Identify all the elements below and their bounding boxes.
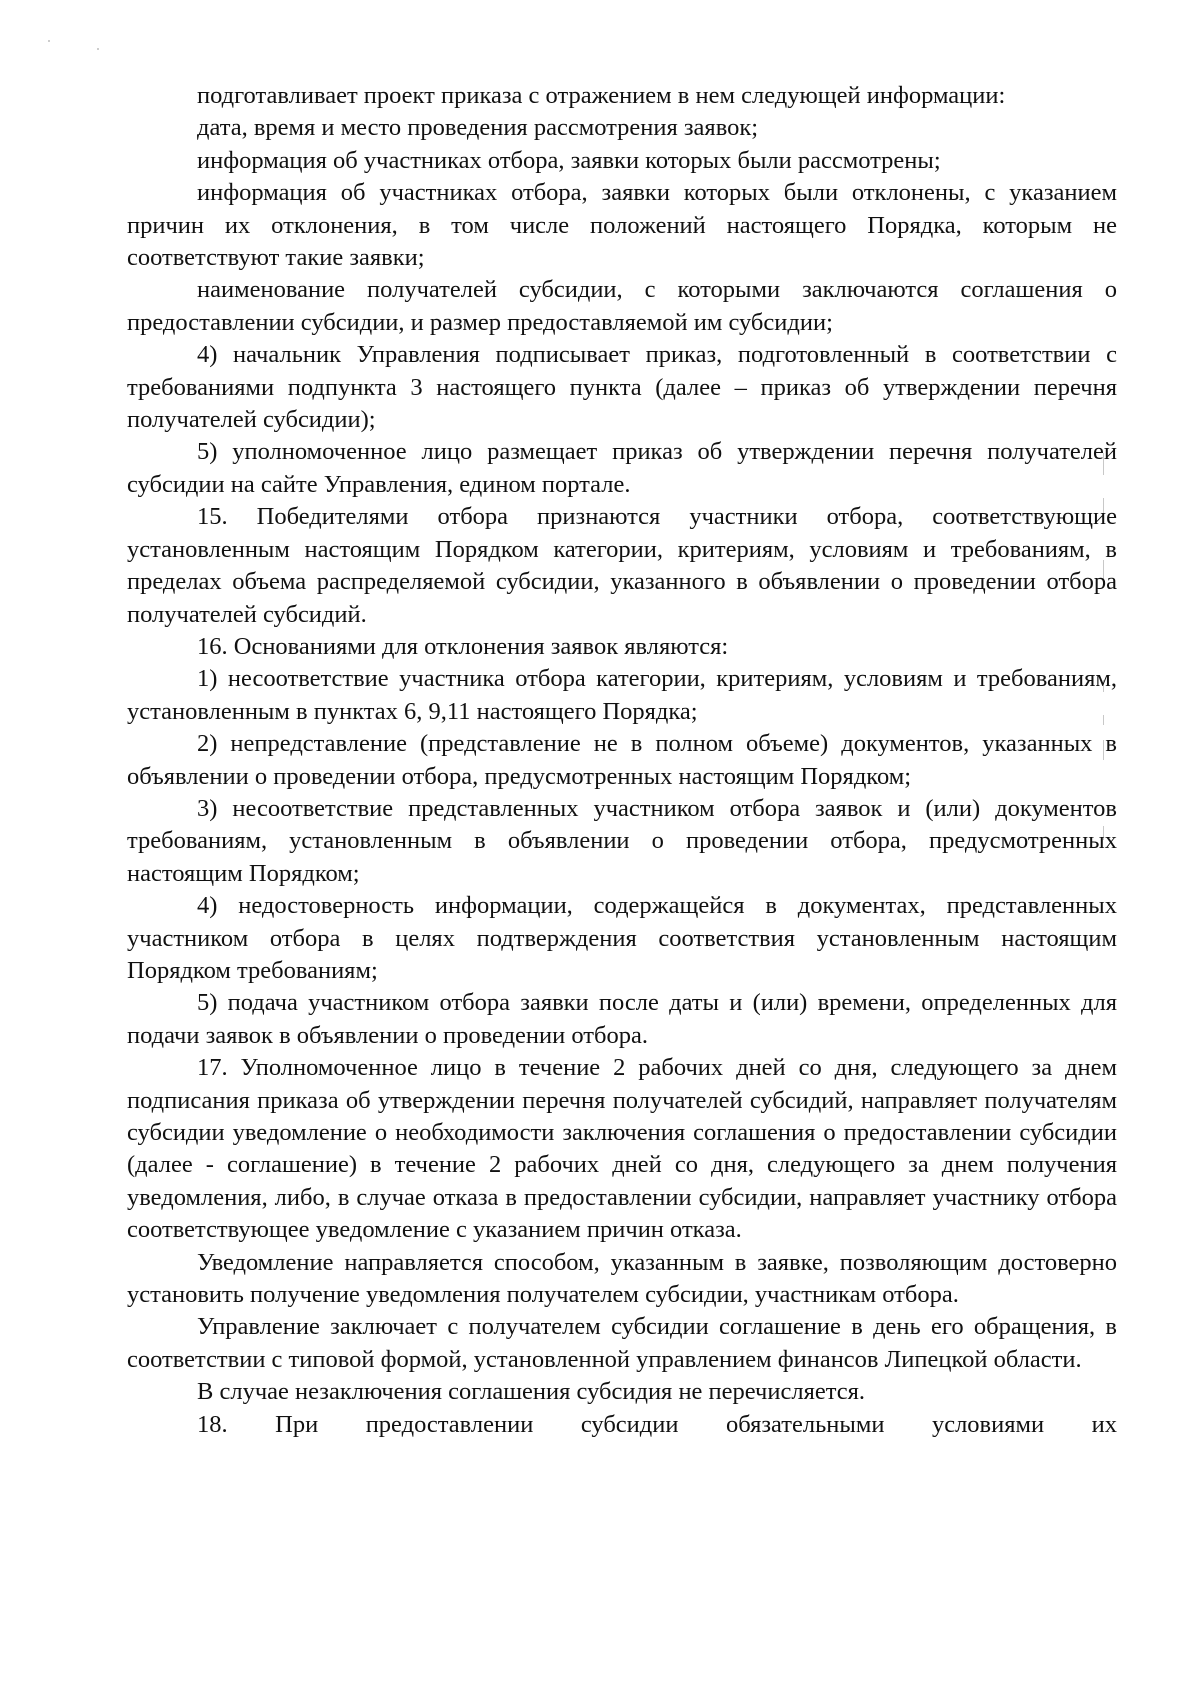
paragraph: 4) начальник Управления подписывает приказ, подготовленный в соответствии с требованиями подпункта 3 настоящего пункта (далее – приказ об утверждении перечня получателей субсидии); [127,341,1117,434]
paragraph: 15. Победителями отбора признаются участники отбора, соответствующие установленным настоящим Порядком категории, критериям, условиям и требованиям, в пределах объема распределяемой субсидии, указанного в объявлении о проведении отбора получателей субсидий. [127,503,1117,628]
paragraph: информация об участниках отбора, заявки которых были рассмотрены; [197,146,941,174]
paragraph: дата, время и место проведения рассмотрения заявок; [197,114,759,142]
paragraph: 4) недостоверность информации, содержащейся в документах, представленных участником отбора в целях подтверждения соответствия установленным настоящим Порядком требованиям; [127,892,1117,984]
paragraph: подготавливает проект приказа с отражением в нем следующей информации: [197,82,1006,109]
paragraph: 1) несоответствие участника отбора категории, критериям, условиям и требованиям, установленным в пунктах 6, 9,11 настоящего Порядка; [127,665,1117,725]
paragraph-continued: 18. При предоставлении субсидии обязательными условиями их [197,1410,1117,1438]
scan-speck [48,40,50,42]
paragraph: наименование получателей субсидии, с которыми заключаются соглашения о предоставлении субсидии, и размер предоставляемой им субсидии; [127,276,1117,336]
paragraph: 16. Основаниями для отклонения заявок являются: [197,632,729,660]
paragraph: 2) непредставление (представление не в полном объеме) документов, указанных в объявлении о проведении отбора, предусмотренных настоящим Порядком; [127,730,1117,790]
paragraph: В случае незаключения соглашения субсидия не перечисляется. [197,1378,866,1406]
paragraph: 5) уполномоченное лицо размещает приказ об утверждении перечня получателей субсидии на сайте Управления, едином портале. [127,438,1117,498]
scan-speck [97,48,99,50]
document-body [127,80,1117,1441]
paragraph: 5) подача участником отбора заявки после даты и (или) времени, определенных для подачи заявок в объявлении о проведении отбора. [127,989,1117,1049]
paragraph: информация об участниках отбора, заявки которых были отклонены, с указанием причин их отклонения, в том числе положений настоящего Порядка, которым не соответствуют такие заявки; [127,179,1117,272]
paragraph: Управление заключает с получателем субсидии соглашение в день его обращения, в соответствии с типовой формой, установленной управлением финансов Липецкой области. [127,1313,1117,1373]
paragraph: 3) несоответствие представленных участником отбора заявок и (или) документов требованиям, установленным в объявлении о проведении отбора, предусмотренных настоящим Порядком; [127,794,1117,887]
paragraph: 17. Уполномоченное лицо в течение 2 рабочих дней со дня, следующего за днем подписания приказа об утверждении перечня получателей субсидий, направляет получателям субсидии уведомление о необходимости заключения соглашения о предоставлении субсидии (далее - соглашение) в течение 2 рабочих дней со дня, следующего за днем получения уведомления, либо, в случае отказа в предоставлении субсидии, направляет участнику отбора соответствующее уведомление с указанием причин отказа. [127,1054,1117,1244]
paragraph: Уведомление направляется способом, указанным в заявке, позволяющим достоверно установить получение уведомления получателем субсидии, участникам отбора. [127,1248,1117,1309]
